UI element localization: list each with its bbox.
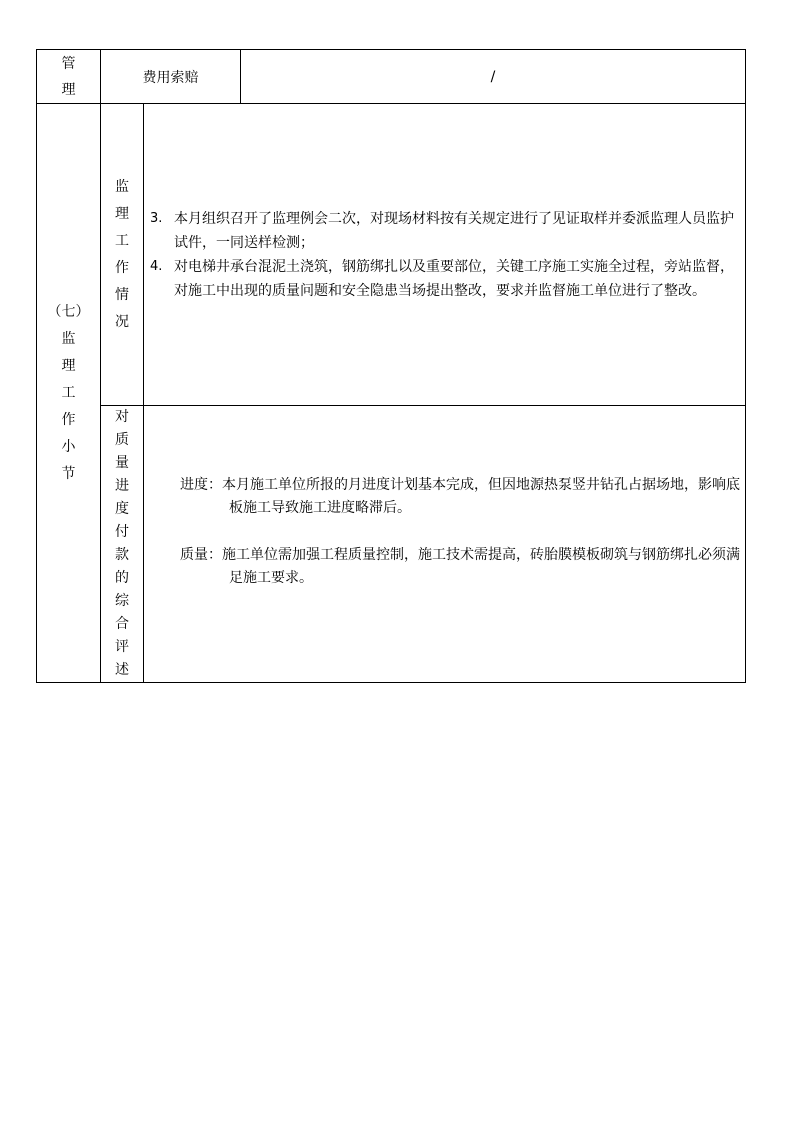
work-status-list <box>144 207 745 303</box>
section-label-char: 节 <box>61 465 76 482</box>
list-item-text: 本月组织召开了监理例会二次，对现场材料按有关规定进行了见证取样并委派监理人员监护试件，一同送样检测； <box>174 210 734 251</box>
progress-assessment: 进度：本月施工单位所报的月进度计划基本完成，但因地源热泵竖井钻孔占据场地，影响底板施工导致施工进度略滞后。 <box>180 477 740 516</box>
assessment-label-char: 质 <box>115 432 129 448</box>
work-status-label-char: 作 <box>115 259 129 276</box>
management-char-2: 理 <box>61 81 76 98</box>
work-status-label-char: 工 <box>115 232 129 249</box>
assessment-label-char: 量 <box>115 455 129 471</box>
list-item <box>150 255 737 303</box>
work-status-label-char: 况 <box>115 313 129 330</box>
assessment-summary <box>144 474 745 590</box>
section-label-char: 监 <box>61 330 76 347</box>
section-label-cell <box>37 104 101 683</box>
assessment-label-char: 述 <box>115 662 129 678</box>
fee-claim-value: / <box>241 50 746 104</box>
list-item <box>150 207 737 255</box>
work-status-content-cell <box>144 104 746 406</box>
assessment-label-char: 进 <box>115 478 129 494</box>
supervision-report-table <box>36 49 746 683</box>
section-label-char: （七） <box>47 303 90 320</box>
assessment-label-char: 评 <box>115 639 129 655</box>
assessment-content-cell <box>144 406 746 683</box>
work-status-row <box>37 104 746 406</box>
assessment-label-cell <box>101 406 144 683</box>
work-status-label-char: 情 <box>115 286 129 303</box>
list-item-number: 3. <box>150 210 163 226</box>
work-status-label-char: 监 <box>115 178 129 195</box>
list-item-number: 4. <box>150 258 163 274</box>
assessment-label-char: 综 <box>115 593 129 609</box>
management-category-cell <box>37 50 101 104</box>
quality-assessment: 质量：施工单位需加强工程质量控制，施工技术需提高，砖胎膜模板砌筑与钢筋绑扎必须满足施工要求。 <box>180 547 740 586</box>
section-label-char: 理 <box>61 357 76 374</box>
work-status-label-cell <box>101 104 144 406</box>
assessment-label-char: 对 <box>115 409 129 425</box>
work-status-label-char: 理 <box>115 205 129 222</box>
section-label-char: 工 <box>61 384 76 401</box>
assessment-label-char: 合 <box>115 616 129 632</box>
management-char-1: 管 <box>61 55 76 72</box>
assessment-label-char: 付 <box>115 524 129 540</box>
assessment-label-char: 度 <box>115 501 129 517</box>
fee-claim-label: 费用索赔 <box>101 50 241 104</box>
assessment-row <box>37 406 746 683</box>
assessment-label-char: 款 <box>115 547 129 563</box>
assessment-label-char: 的 <box>115 570 129 586</box>
section-label-char: 作 <box>61 411 76 428</box>
fee-claim-row <box>37 50 746 104</box>
list-item-text: 对电梯井承台混泥土浇筑，钢筋绑扎以及重要部位，关键工序施工实施全过程，旁站监督，对施工中出现的质量问题和安全隐患当场提出整改，要求并监督施工单位进行了整改。 <box>174 258 734 299</box>
section-label-char: 小 <box>61 438 76 455</box>
